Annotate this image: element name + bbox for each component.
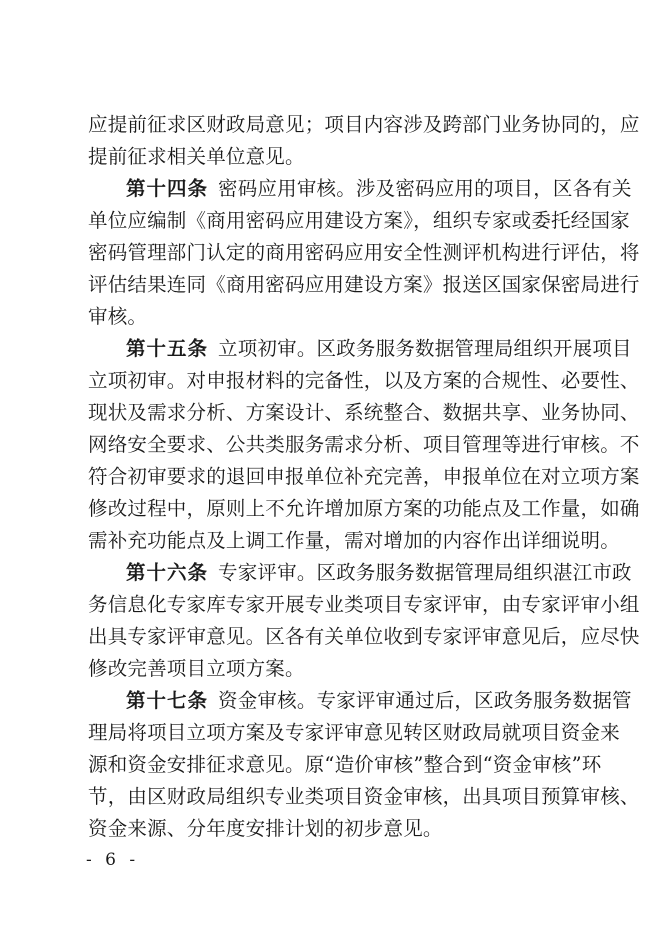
body-text-line: 评估结果连同《商用密码应用建设方案》报送区国家保密局进行	[88, 273, 640, 296]
body-text-line: 资金来源、分年度安排计划的初步意见。	[88, 817, 443, 840]
body-text-line: 现状及需求分析、方案设计、系统整合、数据共享、业务协同、	[88, 401, 640, 424]
body-text-line: 符合初审要求的退回申报单位补充完善，申报单位在对立项方案	[88, 465, 640, 488]
article-15-heading-line	[126, 335, 632, 363]
body-text-line: 网络安全要求、公共类服务需求分析、项目管理等进行审核。不	[88, 433, 640, 456]
body-text-line: 单位应编制《商用密码应用建设方案》，组织专家或委托经国家	[88, 209, 630, 232]
body-text-line: 源和资金安排征求意见。原“造价审核”整合到“资金审核”环	[88, 753, 602, 776]
body-text-line: 节，由区财政局组织专业类项目资金审核，出具项目预算审核、	[88, 785, 640, 808]
body-text-line: 应提前征求区财政局意见；项目内容涉及跨部门业务协同的，应	[88, 113, 640, 136]
article-number: 第十七条	[126, 689, 209, 712]
body-text-line: 审核。	[88, 305, 148, 328]
body-text-line: 修改过程中，原则上不允许增加原方案的功能点及工作量，如确	[88, 497, 640, 520]
body-text-line: 密码管理部门认定的商用密码应用安全性测评机构进行评估，将	[88, 241, 640, 264]
article-text: 立项初审。区政务服务数据管理局组织开展项目	[218, 337, 632, 360]
page-number: - 6 -	[86, 850, 140, 870]
body-text-line: 提前征求相关单位意见。	[88, 145, 305, 168]
article-number: 第十四条	[126, 177, 209, 200]
body-text-line: 修改完善项目立项方案。	[88, 657, 305, 680]
article-16-heading-line	[126, 559, 632, 587]
article-14-heading-line	[126, 175, 632, 203]
article-text: 资金审核。专家评审通过后，区政务服务数据管	[218, 689, 632, 712]
article-text: 专家评审。区政务服务数据管理局组织湛江市政	[218, 561, 632, 584]
body-text-line: 务信息化专家库专家开展专业类项目专家评审，由专家评审小组	[88, 593, 640, 616]
article-text: 密码应用审核。涉及密码应用的项目，区各有关	[218, 177, 632, 200]
body-text-line: 理局将项目立项方案及专家评审意见转区财政局就项目资金来	[88, 721, 620, 744]
article-17-heading-line	[126, 687, 632, 715]
body-text-line: 出具专家评审意见。区各有关单位收到专家评审意见后，应尽快	[88, 625, 640, 648]
article-number: 第十六条	[126, 561, 209, 584]
body-text-line: 立项初审。对申报材料的完备性，以及方案的合规性、必要性、	[88, 369, 640, 392]
article-number: 第十五条	[126, 337, 209, 360]
body-text-line: 需补充功能点及上调工作量，需对增加的内容作出详细说明。	[88, 529, 620, 552]
